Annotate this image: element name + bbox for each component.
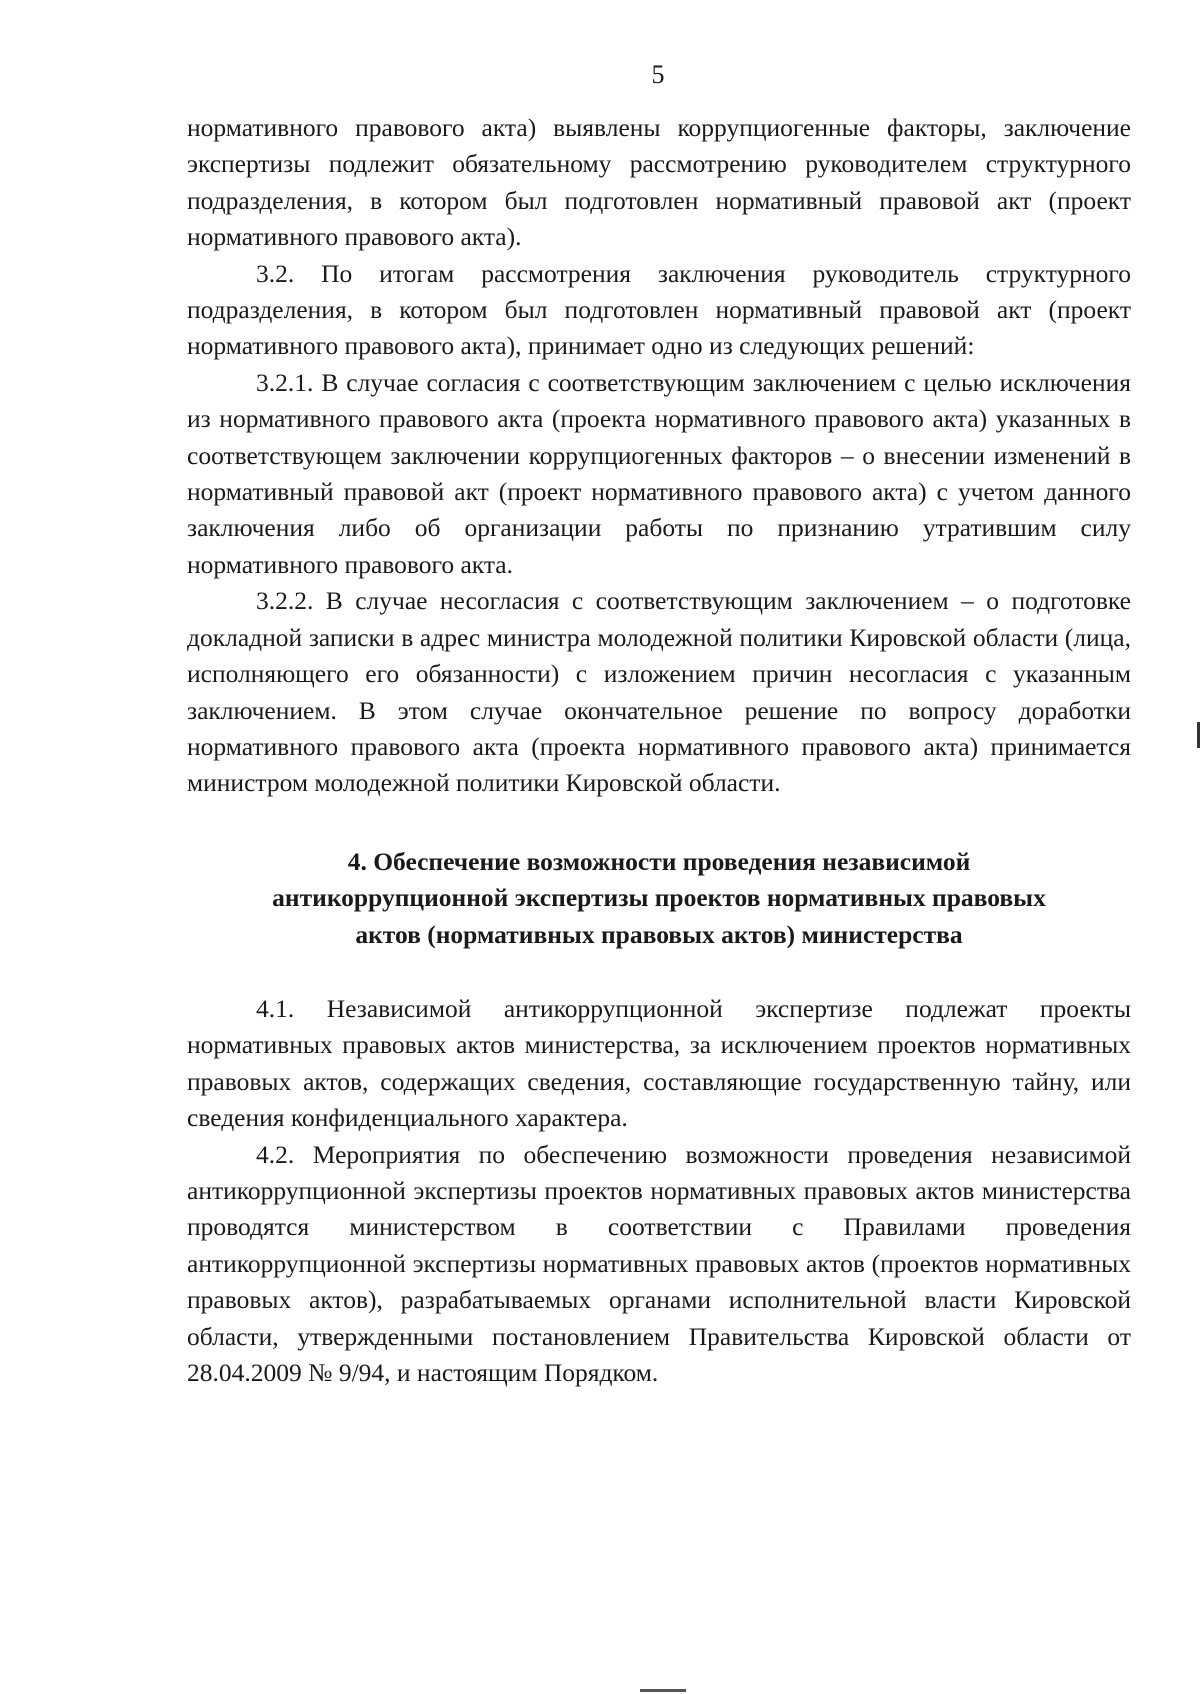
paragraph-3-1-continuation: нормативного правового акта) выявлены коррупциогенные факторы, заключение экспертизы подлежит обязательному рассмотрению руководителем структурного подразделения, в котором был подготовлен нормативный правовой акт (проект нормативного правового акта). (187, 113, 1131, 252)
section-4-heading (187, 844, 1131, 953)
paragraph-3-2-2: 3.2.2. В случае несогласия с соответствующим заключением – о подготовке докладной записки в адрес министра молодежной политики Кировской области (лица, исполняющего его обязанности) с изложением причин несогласия с указанным заключением. В этом случае окончательное решение по вопросу доработки нормативного правового акта (проекта нормативного правового акта) принимается министром молодежной политики Кировской области. (187, 586, 1131, 798)
paragraph-3-2: 3.2. По итогам рассмотрения заключения руководитель структурного подразделения, в котором был подготовлен нормативный правовой акт (проект нормативного правового акта), принимает одно из следующих решений: (187, 258, 1131, 361)
page-number: 5 (651, 60, 665, 89)
section-4-heading-line: актов (нормативных правовых актов) министерства (355, 919, 963, 949)
scan-bottom-mark (640, 1689, 686, 1692)
section-4-heading-line: 4. Обеспечение возможности проведения независимой (347, 846, 971, 876)
paragraph-3-2-1: 3.2.1. В случае согласия с соответствующим заключением с целью исключения из нормативного правового акта (проекта нормативного правового акта) указанных в соответствующем заключении коррупциогенных факторов – о внесении изменений в нормативный правовой акт (проект нормативного правового акта) с учетом данного заключения либо об организации работы по признанию утратившим силу нормативного правового акта. (187, 367, 1131, 579)
paragraph-4-2: 4.2. Мероприятия по обеспечению возможности проведения независимой антикоррупционной экспертизы проектов нормативных правовых актов министерства проводятся министерством в соответствии с Правилами проведения антикоррупционной экспертизы нормативных правовых актов (проектов нормативных правовых актов), разрабатываемых органами исполнительной власти Кировской области, утвержденными постановлением Правительства Кировской области от 28.04.2009 № 9/94, и настоящим Порядком. (187, 1139, 1131, 1387)
document-body (187, 110, 1131, 1391)
paragraph-4-1: 4.1. Независимой антикоррупционной экспертизе подлежат проекты нормативных правовых актов министерства, за исключением проектов нормативных правовых актов, содержащих сведения, составляющие государственную тайну, или сведения конфиденциального характера. (187, 993, 1131, 1133)
section-4-heading-line: антикоррупционной экспертизы проектов нормативных правовых (272, 883, 1046, 913)
